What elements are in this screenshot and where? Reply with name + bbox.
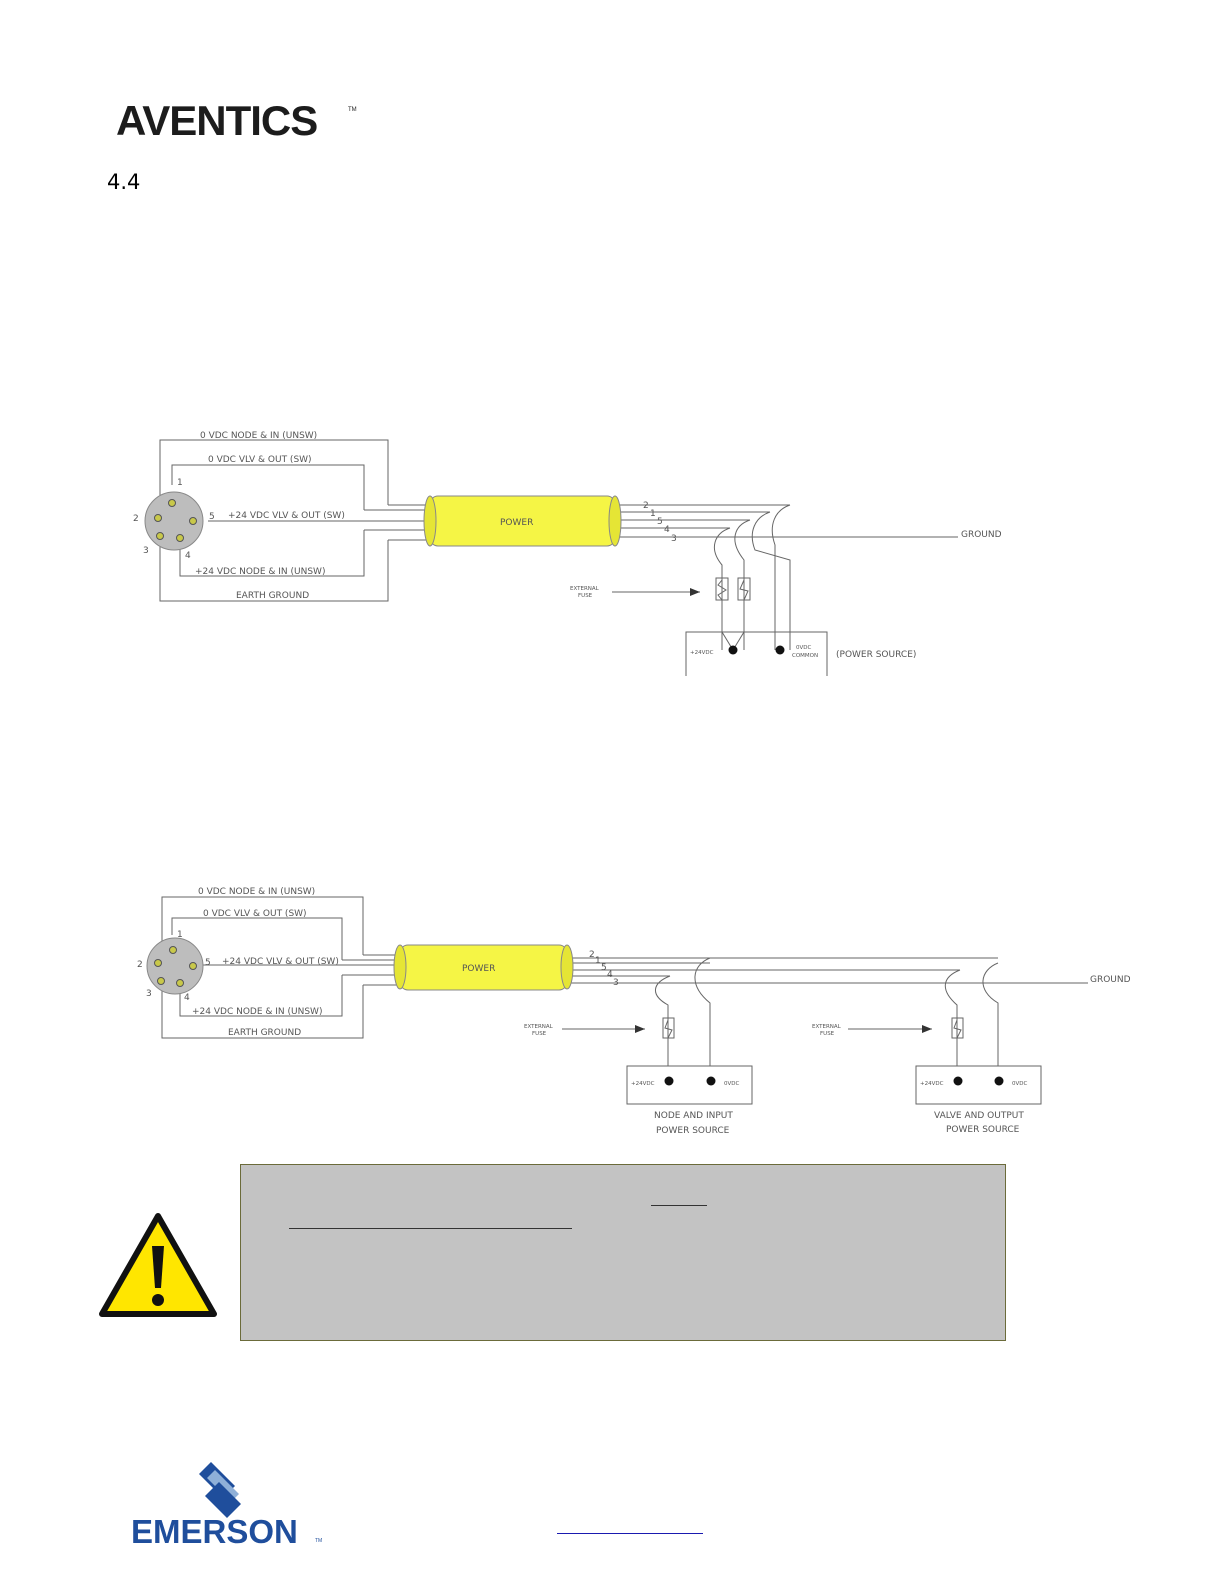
- svg-text:EXTERNAL: EXTERNAL: [524, 1024, 553, 1030]
- wiring-diagram-dual-source: [0, 880, 1224, 1150]
- svg-text:4: 4: [184, 993, 190, 1003]
- svg-text:+24 VDC NODE & IN (UNSW): +24 VDC NODE & IN (UNSW): [192, 1007, 323, 1017]
- svg-text:4: 4: [664, 525, 670, 535]
- svg-text:2: 2: [137, 960, 143, 970]
- svg-text:+24VDC: +24VDC: [631, 1081, 655, 1087]
- svg-text:5: 5: [657, 517, 663, 527]
- aventics-logo: [116, 98, 366, 142]
- svg-text:0VDC: 0VDC: [1012, 1081, 1028, 1087]
- svg-text:3: 3: [143, 546, 149, 556]
- svg-text:EARTH GROUND: EARTH GROUND: [228, 1028, 302, 1038]
- emerson-diamond-logo-icon: [199, 1462, 241, 1518]
- warning-triangle-icon: [98, 1212, 218, 1318]
- svg-text:(POWER SOURCE): (POWER SOURCE): [836, 650, 917, 660]
- svg-text:0 VDC VLV & OUT (SW): 0 VDC VLV & OUT (SW): [203, 909, 307, 919]
- svg-text:FUSE: FUSE: [532, 1031, 547, 1037]
- svg-text:+24 VDC NODE & IN (UNSW): +24 VDC NODE & IN (UNSW): [195, 567, 326, 577]
- svg-text:POWER SOURCE: POWER SOURCE: [946, 1125, 1020, 1135]
- svg-text:1: 1: [177, 478, 183, 488]
- footer-link-underline[interactable]: [557, 1533, 703, 1534]
- svg-text:1: 1: [595, 956, 601, 966]
- svg-text:5: 5: [601, 963, 607, 973]
- svg-text:EMERSON: EMERSON: [131, 1513, 298, 1550]
- warning-underline: [651, 1205, 707, 1206]
- svg-text:TM: TM: [315, 1538, 323, 1544]
- svg-text:0VDC: 0VDC: [796, 645, 812, 651]
- svg-text:+24VDC: +24VDC: [920, 1081, 944, 1087]
- svg-text:EXTERNAL: EXTERNAL: [570, 586, 599, 592]
- svg-text:4: 4: [607, 970, 613, 980]
- svg-text:3: 3: [613, 978, 619, 988]
- svg-text:VALVE AND OUTPUT: VALVE AND OUTPUT: [934, 1111, 1024, 1121]
- svg-text:4: 4: [185, 551, 191, 561]
- svg-text:1: 1: [177, 930, 183, 940]
- emerson-logo: [123, 1456, 333, 1552]
- svg-text:5: 5: [205, 958, 211, 968]
- svg-text:POWER: POWER: [500, 518, 534, 528]
- svg-text:2: 2: [643, 501, 649, 511]
- svg-text:GROUND: GROUND: [961, 530, 1002, 540]
- svg-text:5: 5: [209, 512, 215, 522]
- warning-underline: [289, 1228, 572, 1229]
- svg-text:2: 2: [589, 950, 595, 960]
- svg-text:1: 1: [650, 509, 656, 519]
- svg-text:2: 2: [133, 514, 139, 524]
- svg-text:+24VDC: +24VDC: [690, 650, 714, 656]
- svg-text:0 VDC VLV & OUT (SW): 0 VDC VLV & OUT (SW): [208, 455, 312, 465]
- svg-text:+24 VDC VLV & OUT (SW): +24 VDC VLV & OUT (SW): [222, 957, 339, 967]
- wiring-diagram-single-source: [0, 420, 1224, 690]
- svg-text:EXTERNAL: EXTERNAL: [812, 1024, 841, 1030]
- svg-text:NODE AND INPUT: NODE AND INPUT: [654, 1111, 733, 1121]
- svg-text:3: 3: [146, 989, 152, 999]
- svg-text:FUSE: FUSE: [578, 593, 593, 599]
- svg-text:0 VDC NODE & IN (UNSW): 0 VDC NODE & IN (UNSW): [198, 887, 316, 897]
- svg-text:0VDC: 0VDC: [724, 1081, 740, 1087]
- section-number: 4.4: [107, 170, 141, 194]
- svg-text:POWER: POWER: [462, 964, 496, 974]
- svg-text:FUSE: FUSE: [820, 1031, 835, 1037]
- warning-box: [240, 1164, 1006, 1341]
- svg-text:POWER SOURCE: POWER SOURCE: [656, 1126, 730, 1136]
- svg-text:TM: TM: [348, 107, 357, 113]
- svg-text:GROUND: GROUND: [1090, 975, 1131, 985]
- svg-text:COMMON: COMMON: [792, 653, 819, 659]
- svg-text:AVENTICS: AVENTICS: [116, 98, 318, 142]
- svg-text:0 VDC NODE & IN (UNSW): 0 VDC NODE & IN (UNSW): [200, 431, 318, 441]
- svg-text:+24 VDC VLV & OUT (SW): +24 VDC VLV & OUT (SW): [228, 511, 345, 521]
- svg-text:3: 3: [671, 534, 677, 544]
- svg-text:EARTH GROUND: EARTH GROUND: [236, 591, 310, 601]
